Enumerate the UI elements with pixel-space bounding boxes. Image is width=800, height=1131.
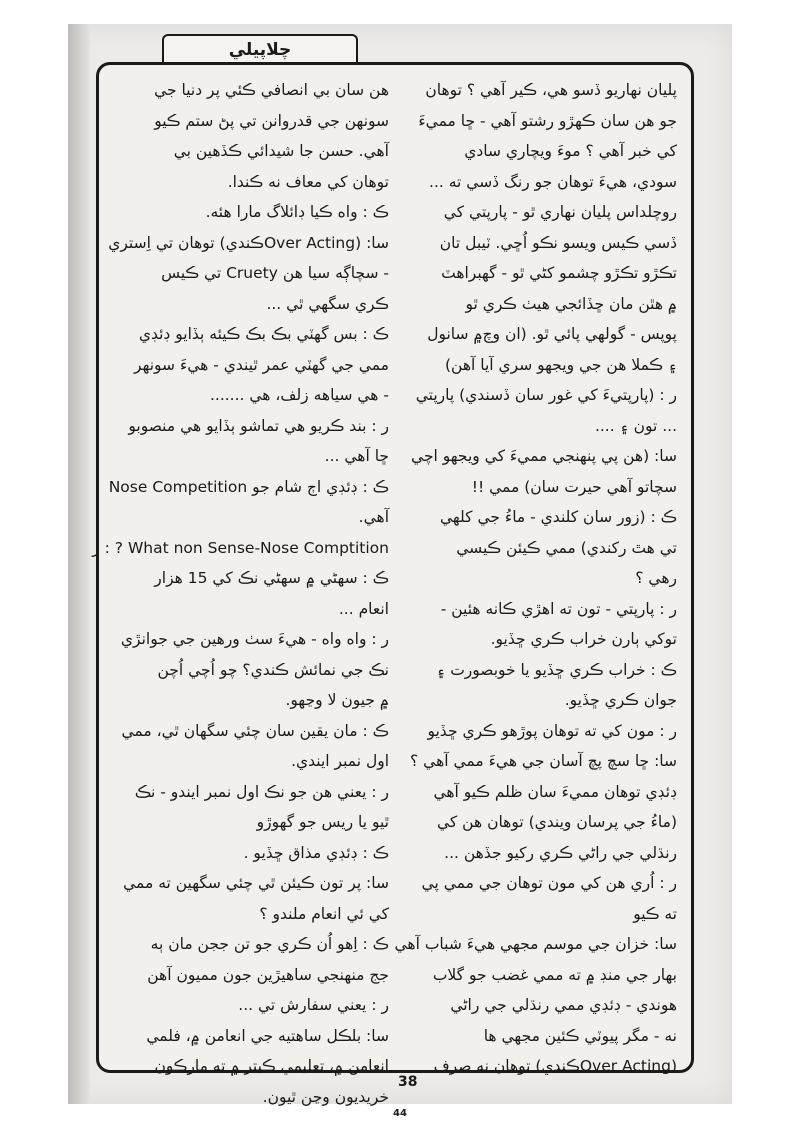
text-line: ر : بند ڪريو هي تماشو ٻڏايو هي منصوبو bbox=[128, 416, 389, 435]
text-line: ر : يعني سفارش تي ... bbox=[238, 996, 389, 1014]
text-line: ر : مون کي ته توهان پوڙهو ڪري ڇڏيو bbox=[427, 721, 677, 740]
text-line: جج منهنجي ساهيڙين جون مميون آهن bbox=[147, 965, 389, 984]
text-line: نه - مگر پيوٽي ڪئين مجهي ها bbox=[483, 1026, 677, 1045]
text-line: ۾ هٿن مان ڇڏائجي هيٺ ڪري ٿو bbox=[465, 294, 677, 313]
text-line: سودي، هيءَ توهان جو رنگ ڏسي ته ... bbox=[429, 172, 677, 191]
text-line: توهان کي معاف نه ڪندا. bbox=[227, 172, 389, 191]
text-line: رهي ؟ bbox=[635, 569, 677, 587]
text-line: ڪري سگهي ٿي ... bbox=[266, 294, 389, 313]
text-line: آهي. bbox=[358, 508, 389, 526]
text-line: سا: بلڪل ساهتيه جي انعامن ۾، فلمي bbox=[146, 1026, 389, 1045]
text-line: ر : واه واه - هيءَ سٺ ورهين جي جوانڙي bbox=[120, 630, 389, 648]
text-line: هوندي - ڊئڊي ممي رنڌلي جي راڻي bbox=[450, 996, 677, 1014]
text-line: ڪ : اِهو اُن ڪري جو تن ججن مان ٻه bbox=[150, 935, 389, 953]
text-line: جوان ڪري ڇڏيو. bbox=[564, 691, 677, 709]
text-line: سا: (هن پي پنهنجي مميءَ کي ويجهو اچي bbox=[411, 447, 677, 465]
text-line: پليان نهاريو ڏسو هي، ڪير آهي ؟ توهان bbox=[425, 81, 677, 99]
text-line: اول نمبر ايندي. bbox=[291, 752, 389, 770]
text-line: ڪ : سهڻي ۾ سهڻي نڪ کي 15 هزار bbox=[154, 569, 389, 587]
text-line: ٿيو يا ريس جو گهوڙو bbox=[256, 813, 389, 831]
text-line: آهي. حسن جا شيدائي ڪڏهين بي bbox=[173, 142, 389, 160]
text-line: توکي ٻارن خراب ڪري ڇڏيو. bbox=[490, 630, 677, 648]
text-line: ڏسي ڪيس ويسو نڪو اُڇي. ٽيبل تان bbox=[439, 233, 677, 252]
text-line: بهار جي منڊ ۾ ته ممي غضب جو گلاب bbox=[432, 965, 677, 984]
text-line: ڪ : بس گهٽي بڪ بڪ ڪيئه ٻڏايو ڊئڊي bbox=[138, 325, 389, 343]
text-line: ... تون ۽ .... bbox=[594, 416, 677, 435]
text-line: انعام ... bbox=[338, 599, 389, 618]
text-line: ر : (پارپتيءَ کي غور سان ڏسندي) پارپتي bbox=[415, 386, 677, 404]
text-line: ڇا آهي ... bbox=[324, 447, 389, 465]
text-line: سا: ڇا سچ پچ آسان جي هيءَ ممي آهي ؟ bbox=[410, 752, 677, 770]
text-line: ڪ : ڊئڊي مذاق ڇڏيو . bbox=[243, 843, 389, 862]
scanned-page bbox=[68, 24, 732, 1104]
text-line: نڪ جي نمائش ڪندي؟ چو اُچي اُچن bbox=[157, 660, 389, 679]
text-line: ممي جي گهٽي عمر ٿيندي - هيءَ سونهر bbox=[134, 355, 389, 374]
text-line: خريديون وڃن ٿيون. bbox=[262, 1087, 389, 1106]
page-number: 38 bbox=[398, 1074, 418, 1090]
text-line: What non Sense-Nose Comptition ? : ر bbox=[92, 538, 389, 557]
text-line: تڪڙو تڪڙو چشمو کڻي ٿو - گهبراهٽ bbox=[441, 264, 677, 282]
text-line: ر : پارپتي - تون ته اهڙي ڪانه هئين - bbox=[440, 599, 677, 618]
text-line: سچاتو آهي حيرت سان) ممي !! bbox=[471, 477, 677, 496]
text-line: ۽ ڪملا هن جي ويجهو سري آيا آهن) bbox=[444, 355, 677, 374]
text-line: سا: پر تون ڪيئن ٿي چئي سگهين ته ممي bbox=[123, 874, 389, 892]
page-gutter-shadow bbox=[68, 24, 90, 1104]
text-line: ۾ جيون لا وڃهو. bbox=[285, 691, 389, 709]
text-line: هن سان بي انصافي ڪئي پر دنيا جي bbox=[154, 81, 389, 99]
page-header-title: چلاپيلي bbox=[162, 34, 358, 64]
text-line: رنڌلي جي راڻي ڪري رکيو جڏهن ... bbox=[444, 843, 677, 862]
text-line: - هي سياهه زلف، هي ....... bbox=[209, 386, 389, 404]
left-text-column bbox=[92, 75, 389, 1112]
text-line: (ماءُ جي پرسان ويندي) توهان هن کي bbox=[436, 813, 677, 831]
text-line: ڪ : مان يقين سان چئي سگهان ٿي، ممي bbox=[121, 721, 389, 740]
text-line: - سچاڳه سيا هن Cruety تي ڪيس bbox=[161, 264, 389, 282]
text-line: تي هٿ رکندي) ممي ڪيئن ڪيسي bbox=[456, 538, 677, 557]
text-line: ر : يعني هن جو نڪ اول نمبر ايندو - نڪ bbox=[134, 782, 389, 801]
text-line: سونهن جي قدروانن تي پڻ ستم ڪيو bbox=[154, 111, 389, 130]
text-line: ته ڪيو bbox=[633, 904, 677, 923]
text-line: ر : اُري هن کي مون توهان جي ممي پي bbox=[421, 874, 677, 892]
text-line: ڪ : (زور سان کلندي - ماءُ جي کلهي bbox=[439, 508, 677, 526]
text-line: سا: خزان جي موسم مجهي هيءَ شباب آهي bbox=[394, 935, 677, 953]
text-line: کي ئي انعام ملندو ؟ bbox=[259, 904, 389, 923]
text-line: روچلداس پليان نهاري ٿو - پارپتي کي bbox=[443, 203, 677, 221]
text-line: ڪ : ڊئڊي اڄ شام جو Nose Competition bbox=[108, 477, 389, 496]
footer-number: 44 bbox=[393, 1108, 407, 1119]
text-line: ڊئڊي توهان مميءَ سان ظلم ڪيو آهي bbox=[433, 782, 677, 801]
text-line: ڪ : واه ڪيا ڊائلاگ مارا هئه. bbox=[205, 203, 389, 221]
text-line: ڪ : خراب ڪري ڇڏيو يا خوبصورت ۽ bbox=[436, 660, 677, 679]
text-line: (Over Actingڪندي) توهان نه صرف bbox=[433, 1057, 677, 1075]
text-line: انعامن ۾، تعليمي ڪيتر ۾ ته مارڪون bbox=[154, 1057, 389, 1075]
text-line: پوپس - گولهي پائي ٿو. (ان وچ۾ سانول bbox=[427, 325, 677, 343]
text-line: سا: (Over Actingڪندي) توهان تي اِستري bbox=[108, 233, 389, 252]
text-line: جو هن سان ڪهڙو رشتو آهي - ڇا مميءَ bbox=[418, 111, 677, 130]
text-line: کي خبر آهي ؟ موءَ ويچاري سادي bbox=[464, 142, 677, 160]
